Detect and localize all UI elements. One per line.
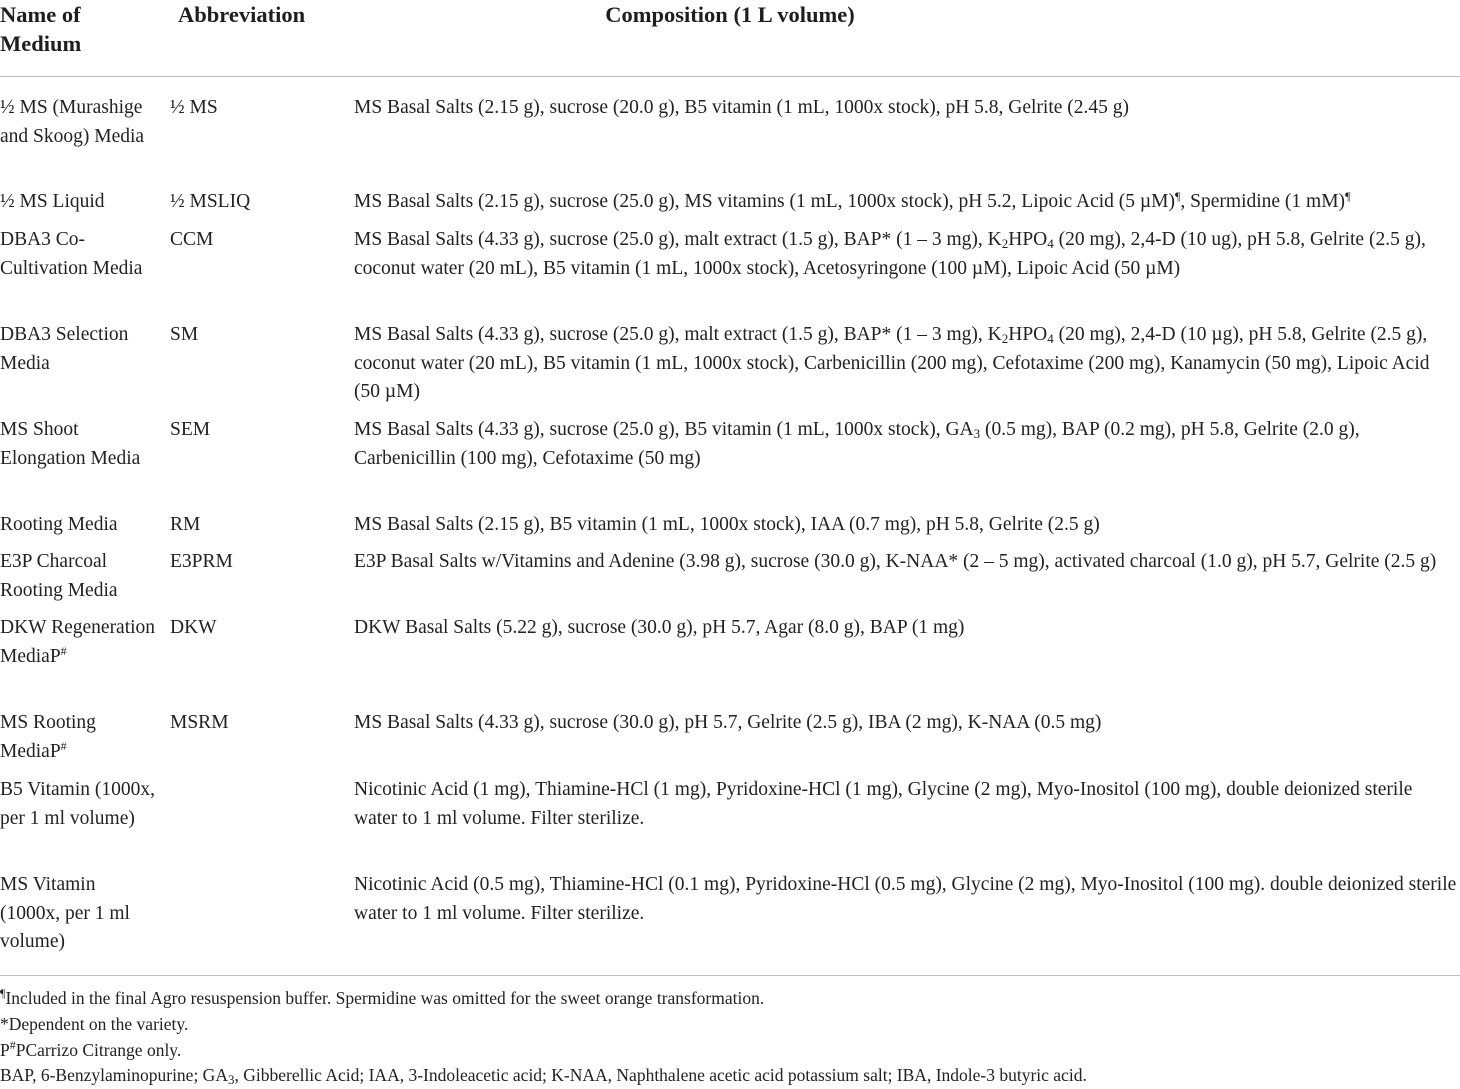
medium-name: Rooting Media	[0, 514, 118, 535]
medium-abbreviation: ½ MS	[170, 97, 218, 118]
medium-abbreviation: SEM	[170, 419, 211, 440]
medium-abbreviation: SM	[170, 324, 199, 345]
medium-name: E3P Charcoal Rooting Media	[0, 551, 118, 601]
medium-abbreviation: E3PRM	[170, 551, 233, 572]
footnote-abbreviations: BAP, 6-Benzylaminopurine; $GA_3$, Gibberellic Acid; IAA, 3-Indoleacetic acid; K-NAA, Naphthalene acetic acid potassium salt; IBA, Indole-3 butyric acid.	[0, 1065, 1087, 1088]
header-composition: Composition (1 L volume)	[605, 2, 855, 27]
header-abbreviation: Abbreviation	[178, 2, 306, 27]
medium-composition: MS Basal Salts (4.33 g), sucrose (25.0 g), B5 vitamin (1 mL, 1000x stock), $GA_3$ (0.5 mg), BAP (0.2 mg), pH 5.8, Gelrite (2.0 g), Carbenicillin (100 mg), Cefotaxime (50 mg)	[354, 419, 1360, 469]
medium-composition: MS Basal Salts (2.15 g), sucrose (25.0 g), MS vitamins (1 mL, 1000x stock), pH 5.2, Lipoic Acid (5 µM)¶, Spermidine (1 mM)¶	[354, 189, 1351, 212]
table-footnotes	[0, 986, 1460, 1089]
medium-composition: MS Basal Salts (4.33 g), sucrose (25.0 g), malt extract (1.5 g), BAP* (1 – 3 mg), $K_2HPO_4$ (20 mg), 2,4-D (10 ug), pH 5.8, Gelrite (2.5 g), coconut water (20 mL), B5 vitamin (1 mL, 1000x stock), Acetosyringone (100 µM), Lipoic Acid (50 µM)	[354, 229, 1426, 279]
medium-composition: MS Basal Salts (4.33 g), sucrose (30.0 g), pH 5.7, Gelrite (2.5 g), IBA (2 mg), K-NAA (0.5 mg)	[354, 712, 1102, 733]
footnote-hash: P#PCarrizo Citrange only.	[0, 1037, 182, 1060]
header-name-of-medium: Name of Medium	[0, 2, 82, 56]
medium-composition: DKW Basal Salts (5.22 g), sucrose (30.0 g), pH 5.7, Agar (8.0 g), BAP (1 mg)	[354, 617, 965, 638]
medium-composition: MS Basal Salts (2.15 g), B5 vitamin (1 mL, 1000x stock), IAA (0.7 mg), pH 5.8, Gelrite (2.5 g)	[354, 514, 1100, 535]
footnote-asterisk: *Dependent on the variety.	[0, 1013, 189, 1034]
medium-name: ½ MS (Murashige and Skoog) Media	[0, 97, 145, 147]
medium-composition: Nicotinic Acid (0.5 mg), Thiamine-HCl (0.1 mg), Pyridoxine-HCl (0.5 mg), Glycine (2 mg), Myo-Inositol (100 mg). double deionized sterile water to 1 ml volume. Filter sterilize.	[354, 874, 1457, 924]
medium-composition: MS Basal Salts (4.33 g), sucrose (25.0 g), malt extract (1.5 g), BAP* (1 – 3 mg), $K_2HPO_4$ (20 mg), 2,4-D (10 µg), pH 5.8, Gelrite (2.5 g), coconut water (20 mL), B5 vitamin (1 mL, 1000x stock), Carbenicillin (200 mg), Cefotaxime (200 mg), Kanamycin (50 mg), Lipoic Acid (50 µM)	[354, 324, 1430, 403]
medium-name: DKW Regeneration MediaP#	[0, 617, 156, 667]
medium-name: MS Vitamin (1000x, per 1 ml volume)	[0, 874, 130, 953]
medium-name: DBA3 Co-Cultivation Media	[0, 229, 143, 279]
medium-name: DBA3 Selection Media	[0, 324, 129, 374]
medium-abbreviation: ½ MSLIQ	[170, 191, 251, 212]
header-rule	[0, 76, 1460, 77]
table-bottom-rule	[0, 975, 1460, 976]
medium-name: MS Shoot Elongation Media	[0, 419, 141, 469]
footnote-pilcrow: ¶Included in the final Agro resuspension buffer. Spermidine was omitted for the sweet orange transformation.	[0, 986, 765, 1008]
medium-name: B5 Vitamin (1000x, per 1 ml volume)	[0, 779, 156, 829]
medium-abbreviation: RM	[170, 514, 201, 535]
medium-abbreviation: CCM	[170, 229, 214, 250]
medium-name: MS Rooting MediaP#	[0, 712, 96, 762]
medium-composition: E3P Basal Salts w/Vitamins and Adenine (3.98 g), sucrose (30.0 g), K-NAA* (2 – 5 mg), activated charcoal (1.0 g), pH 5.7, Gelrite (2.5 g)	[354, 551, 1437, 572]
medium-name: ½ MS Liquid	[0, 191, 105, 212]
medium-abbreviation: DKW	[170, 617, 217, 638]
medium-composition: Nicotinic Acid (1 mg), Thiamine-HCl (1 mg), Pyridoxine-HCl (1 mg), Glycine (2 mg), Myo-Inositol (100 mg), double deionized sterile water to 1 ml volume. Filter sterilize.	[354, 779, 1413, 829]
medium-composition: MS Basal Salts (2.15 g), sucrose (20.0 g), B5 vitamin (1 mL, 1000x stock), pH 5.8, Gelrite (2.45 g)	[354, 97, 1130, 118]
medium-abbreviation: MSRM	[170, 712, 229, 733]
